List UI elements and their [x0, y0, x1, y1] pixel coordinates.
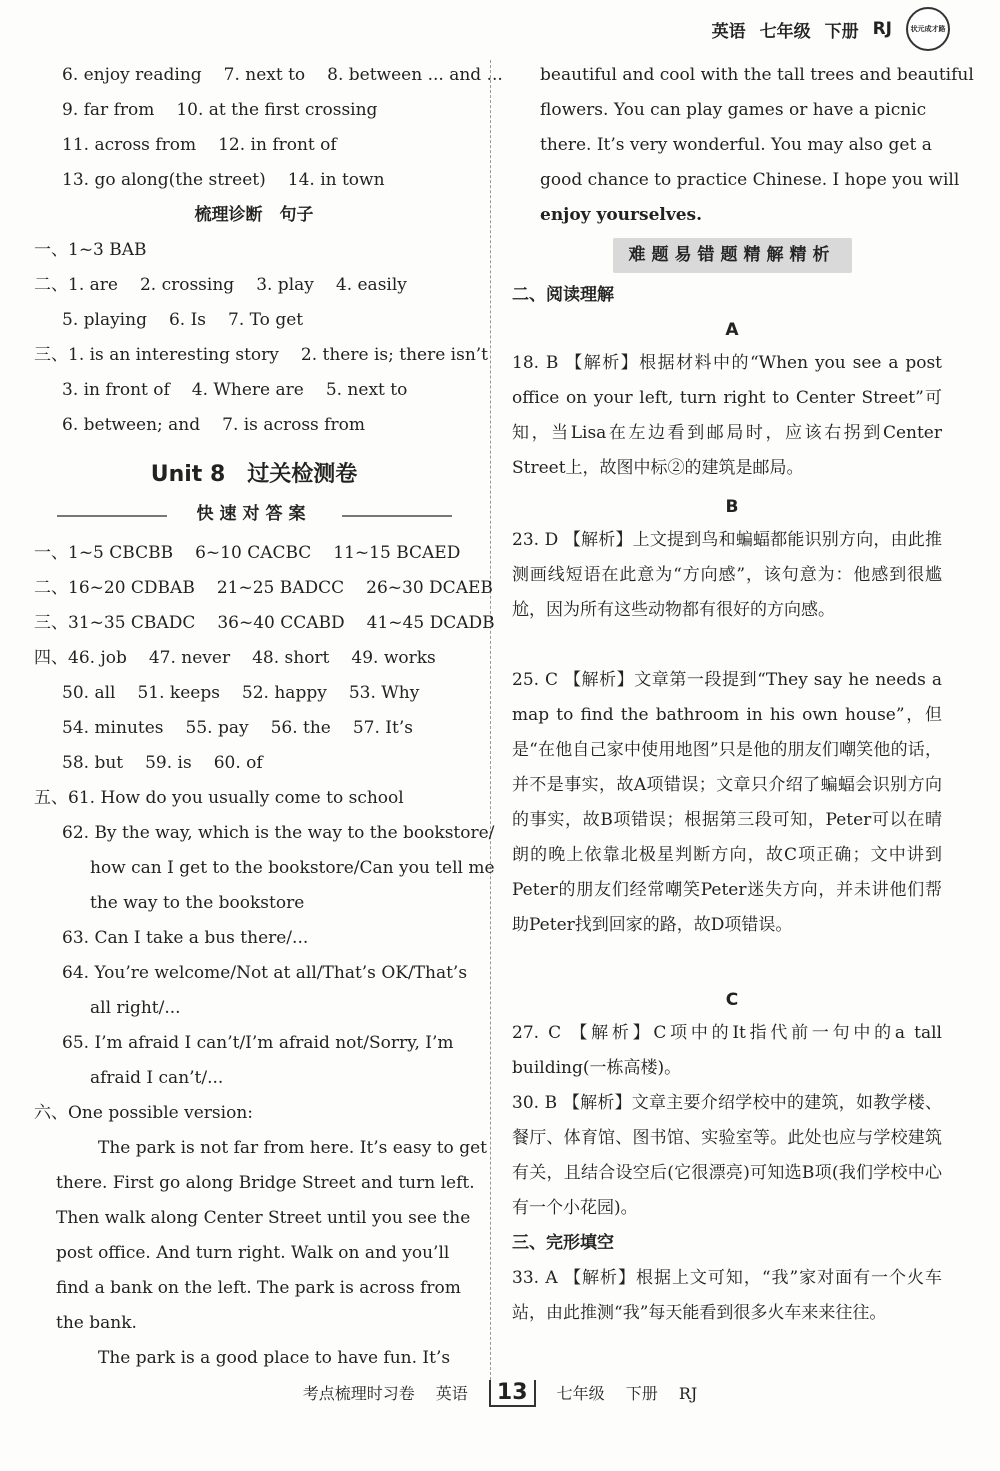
section-title: 三、完形填空	[512, 1233, 614, 1253]
answer-item: 2. there is; there isn’t	[300, 345, 489, 365]
essay-line: there. It’s very wonderful. You may also get a	[540, 135, 932, 155]
answer-item: 14. in town	[287, 170, 385, 190]
answer-line	[62, 58, 525, 93]
answer-line	[34, 536, 482, 571]
answer-item: 9. far from	[62, 100, 155, 120]
essay-line: flowers. You can play games or have a picnic	[540, 100, 927, 120]
answer-item: 11~15 BCAED	[333, 543, 461, 563]
passage-label: C	[725, 990, 739, 1010]
answer-line	[62, 128, 359, 163]
banner-label: 快速对答案	[167, 497, 342, 532]
footer-edition: RJ	[678, 1384, 698, 1403]
header-volume: 下册	[824, 21, 859, 42]
answer-item: 47. never	[148, 648, 231, 668]
essay-line: The park is a good place to have fun. It’s	[98, 1348, 451, 1368]
answer-line	[62, 676, 441, 711]
passage-label: B	[725, 497, 739, 517]
answer-item: 7. To get	[228, 310, 304, 330]
answer-line	[62, 711, 435, 746]
explanation-30: 30. B 【解析】文章主要介绍学校中的建筑，如教学楼、餐厅、体育馆、图书馆、实验室等。此处也应与学校建筑有关，且结合设空后(它很漂亮)可知选B项(我们学校中心有一个小花园)。	[512, 1093, 942, 1218]
essay-line: enjoy yourselves.	[540, 205, 703, 225]
passage-label: A	[725, 320, 739, 340]
answer-item: 56. the	[270, 718, 331, 738]
explanation-33: 33. A 【解析】根据上文可知，“我”家对面有一个火车站，由此推测“我”每天能看到很多火车来来往往。	[512, 1268, 942, 1323]
essay-line: find a bank on the left. The park is across from	[56, 1278, 461, 1298]
answer-item: 41~45 DCADB	[366, 613, 495, 633]
essay-line: there. First go along Bridge Street and turn left.	[56, 1173, 475, 1193]
answer-item: 5. playing	[62, 310, 147, 330]
header-grade: 七年级	[759, 21, 811, 42]
answer-item: 3. in front of	[62, 380, 170, 400]
answer-item: 6. Is	[168, 310, 207, 330]
answer-item: 三、1. is an interesting story	[34, 345, 279, 365]
banner-label: 难题易错题精解精析	[613, 238, 852, 273]
answer-item: 11. across from	[62, 135, 197, 155]
answer-item: 52. happy	[241, 683, 327, 703]
answer-line: the way to the bookstore	[90, 893, 305, 913]
answer-line: 62. By the way, which is the way to the bookstore/	[62, 823, 495, 843]
answer-item: 50. all	[62, 683, 116, 703]
answer-item: 6. enjoy reading	[62, 65, 202, 85]
answer-line	[34, 268, 429, 303]
answer-item: 59. is	[145, 753, 192, 773]
section-title: 梳理诊断 句子	[194, 205, 314, 225]
answer-item: 7. is across from	[222, 415, 365, 435]
answer-item: 51. keeps	[137, 683, 220, 703]
answer-line	[34, 571, 515, 606]
answer-line	[62, 373, 429, 408]
answer-item: 10. at the first crossing	[176, 100, 378, 120]
essay-line: The park is not far from here. It’s easy to get	[98, 1138, 487, 1158]
answer-item: 二、16~20 CDBAB	[34, 578, 195, 598]
explanation-25: 25. C 【解析】文章第一段提到“They say he needs a map to find the bathroom in his own house”，但是“在他自己家中使用地图”只是他的朋友们嘲笑他的话，并不是事实，故A项错误；文章只介绍了蝙蝠会识别方向的事实，故B项错误；根据第三段可知，Peter可以在晴朗的晚上依靠北极星判断方向，故C项正确；文中讲到Peter的朋友们经常嘲笑Peter迷失方向，并未讲他们帮助Peter找到回家的路，故D项错误。	[512, 670, 942, 935]
answer-item: 55. pay	[185, 718, 249, 738]
column-divider	[490, 60, 491, 1400]
section-title: 二、阅读理解	[512, 285, 614, 305]
footer-grade: 七年级	[556, 1384, 605, 1403]
answer-line: 一、1~3 BAB	[34, 240, 147, 260]
answer-item: 7. next to	[223, 65, 306, 85]
answer-line	[62, 163, 407, 198]
answer-item: 54. minutes	[62, 718, 164, 738]
unit-title: Unit 8 过关检测卷	[150, 462, 358, 487]
page-number: 13	[489, 1380, 536, 1407]
footer-volume: 下册	[625, 1384, 658, 1403]
answer-item: 48. short	[252, 648, 330, 668]
essay-line: Then walk along Center Street until you see the	[56, 1208, 471, 1228]
answer-item: 2. crossing	[139, 275, 235, 295]
answer-line	[62, 746, 285, 781]
answer-item: 12. in front of	[218, 135, 337, 155]
answer-item: 53. Why	[348, 683, 420, 703]
answer-item: 一、1~5 CBCBB	[34, 543, 174, 563]
answer-item: 6. between; and	[62, 415, 201, 435]
answer-item: 26~30 DCAEB	[366, 578, 493, 598]
explanation-23: 23. D 【解析】上文提到鸟和蝙蝠都能识别方向，由此推测画线短语在此意为“方向感”，该句意为：他感到很尴尬，因为所有这些动物都有很好的方向感。	[512, 530, 942, 620]
answer-item: 5. next to	[325, 380, 408, 400]
answer-item: 6~10 CACBC	[195, 543, 312, 563]
answer-line	[62, 408, 387, 443]
answer-item: 13. go along(the street)	[62, 170, 266, 190]
answer-item: 8. between ... and ...	[327, 65, 503, 85]
answer-item: 二、1. are	[34, 275, 118, 295]
answer-line: 65. I’m afraid I can’t/I’m afraid not/Sorry, I’m	[62, 1033, 454, 1053]
footer-book: 考点梳理时习卷	[302, 1384, 415, 1403]
explanation-27: 27. C 【解析】C项中的It指代前一句中的a tall building(一栋高楼)。	[512, 1023, 942, 1078]
answer-line: afraid I can’t/...	[90, 1068, 224, 1088]
explanation-18: 18. B 【解析】根据材料中的“When you see a post office on your left, turn right to Center Street”可知，当Lisa在左边看到邮局时，应该右拐到Center Street上，故图中标②的建筑是邮局。	[512, 353, 942, 478]
quick-answer-banner	[34, 497, 474, 532]
answer-item: 3. play	[256, 275, 314, 295]
answer-item: 4. Where are	[191, 380, 304, 400]
essay-line: good chance to practice Chinese. I hope you will	[540, 170, 960, 190]
answer-item: 49. works	[351, 648, 436, 668]
answer-item: 4. easily	[335, 275, 407, 295]
answer-line	[34, 606, 517, 641]
answer-item: 60. of	[213, 753, 263, 773]
publisher-logo-icon	[906, 7, 950, 51]
header-edition: RJ	[872, 19, 892, 39]
page-footer	[0, 1380, 1000, 1407]
essay-line: post office. And turn right. Walk on and you’ll	[56, 1243, 450, 1263]
answer-line	[34, 641, 458, 676]
answer-item: 四、46. job	[34, 648, 127, 668]
answer-line: all right/...	[90, 998, 181, 1018]
answer-item: 58. but	[62, 753, 124, 773]
answer-line: 五、61. How do you usually come to school	[34, 788, 404, 808]
essay-line: the bank.	[56, 1313, 137, 1333]
logo-text: 状元成才路	[910, 25, 946, 33]
answer-item: 21~25 BADCC	[216, 578, 345, 598]
answer-line	[62, 93, 399, 128]
footer-subject: 英语	[435, 1384, 468, 1403]
analysis-banner	[512, 238, 952, 273]
answer-line: 63. Can I take a bus there/...	[62, 928, 309, 948]
answer-line: 六、One possible version:	[34, 1103, 253, 1123]
answer-item: 57. It’s	[352, 718, 413, 738]
answer-line: how can I get to the bookstore/Can you tell me	[90, 858, 495, 878]
answer-line	[62, 303, 325, 338]
answer-line: 64. You’re welcome/Not at all/That’s OK/That’s	[62, 963, 468, 983]
page-header	[712, 10, 950, 48]
answer-line	[34, 338, 510, 373]
answer-item: 三、31~35 CBADC	[34, 613, 196, 633]
essay-line: beautiful and cool with the tall trees and beautiful	[540, 65, 974, 85]
header-subject: 英语	[711, 21, 746, 42]
answer-item: 36~40 CCABD	[217, 613, 345, 633]
